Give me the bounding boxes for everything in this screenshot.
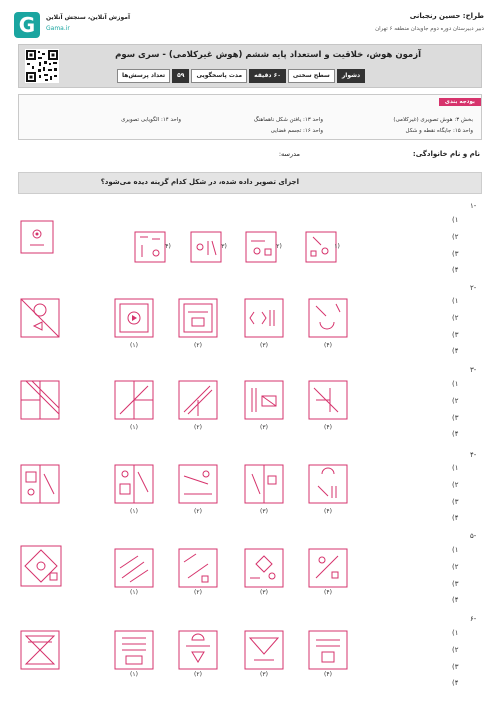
- answer-figure-2[interactable]: [244, 380, 284, 420]
- budget-item-unit-13: واحد ۱۳: یافتن شکل ناهماهنگ: [253, 117, 323, 123]
- budget-item-unit-15: واحد ۱۵: جایگاه نقطه و شکل: [405, 128, 473, 134]
- option-label[interactable]: ۲): [452, 481, 459, 489]
- option-label[interactable]: ۱): [452, 546, 459, 554]
- answer-caption: (۲): [194, 508, 202, 515]
- question-count-label: تعداد پرسش‌ها: [117, 69, 170, 83]
- question-figure: [20, 630, 60, 670]
- answer-caption: (۴): [324, 508, 332, 515]
- answer-figure-3[interactable]: [178, 380, 218, 420]
- question-number: -۵: [470, 532, 477, 540]
- designer-school: دبیر دبیرستان دوره دوم جاویدان منطقه ۶ تهران: [375, 26, 484, 32]
- answer-figure-1[interactable]: [308, 548, 348, 588]
- option-label[interactable]: ۳): [452, 663, 459, 671]
- option-label[interactable]: ۲): [452, 314, 459, 322]
- answer-figure-1[interactable]: [308, 380, 348, 420]
- answer-figure-1[interactable]: [308, 464, 348, 504]
- school-label[interactable]: مدرسه:: [278, 150, 300, 158]
- student-info-row: [18, 148, 480, 164]
- answer-caption: (۲): [194, 589, 202, 596]
- qr-code-icon: [25, 49, 59, 83]
- answer-caption: (۲): [194, 424, 202, 431]
- page-header: [14, 10, 484, 40]
- answer-caption: (۱: [334, 243, 340, 250]
- answer-caption: (۲: [276, 243, 282, 250]
- budget-item-section: بخش ۳: هوش تصویری (غیرکلامی): [393, 117, 473, 123]
- answer-figure-4[interactable]: [114, 298, 154, 338]
- answer-figure-4[interactable]: [114, 464, 154, 504]
- question-figure: [20, 380, 60, 420]
- option-label[interactable]: ۴): [452, 679, 459, 687]
- exam-title: آزمون هوش، خلاقیت و استعداد پایه ششم (هوش غیرکلامی) - سری سوم: [115, 50, 421, 60]
- answer-figure-3[interactable]: [178, 464, 218, 504]
- answer-caption: (۱): [130, 424, 138, 431]
- option-label[interactable]: ۱): [452, 380, 459, 388]
- answer-caption: (۳): [260, 342, 268, 349]
- option-label[interactable]: ۳): [452, 414, 459, 422]
- answer-caption: (۱): [130, 671, 138, 678]
- answer-caption: (۴): [324, 342, 332, 349]
- budget-item-unit-16: واحد ۱۶: تجسم فضایی: [270, 128, 323, 134]
- budget-item-unit-14: واحد ۱۴: الگویابی تصویری: [121, 117, 181, 123]
- answer-caption: (۴): [324, 424, 332, 431]
- option-label[interactable]: ۳): [452, 580, 459, 588]
- answer-figure-4[interactable]: [114, 630, 154, 670]
- answer-figure-2[interactable]: [244, 464, 284, 504]
- answer-figure-2[interactable]: [244, 298, 284, 338]
- question-number: -۶: [470, 615, 477, 623]
- question-number: -۳: [470, 366, 477, 374]
- answer-figure-3[interactable]: [178, 630, 218, 670]
- answer-caption: (۲): [194, 671, 202, 678]
- student-name-label[interactable]: نام و نام خانوادگی:: [412, 150, 480, 158]
- answer-caption: (۳: [221, 243, 227, 250]
- question-number: -۴: [470, 451, 477, 459]
- answer-figure-2[interactable]: [244, 548, 284, 588]
- question-number: -۲: [470, 284, 477, 292]
- option-label[interactable]: ۱): [452, 216, 459, 224]
- difficulty-label: سطح سختی: [288, 69, 335, 83]
- option-label[interactable]: ۱): [452, 629, 459, 637]
- option-label[interactable]: ۴): [452, 347, 459, 355]
- answer-caption: (۱): [130, 342, 138, 349]
- difficulty-value: دشوار: [337, 69, 365, 83]
- answer-figure-4[interactable]: [114, 380, 154, 420]
- question-figure: [20, 464, 60, 504]
- answer-figure-4[interactable]: [114, 548, 154, 588]
- answer-caption: (۳): [260, 671, 268, 678]
- option-label[interactable]: ۲): [452, 397, 459, 405]
- brand-name: آموزش آنلاین، سنجش آنلاین: [46, 14, 131, 21]
- brand[interactable]: [14, 12, 174, 40]
- answer-caption: (۳): [260, 508, 268, 515]
- budget-tag: بودجه بندی: [439, 98, 481, 106]
- answer-figure-3[interactable]: [178, 298, 218, 338]
- question-figure: [20, 220, 54, 254]
- answer-caption: (۴): [324, 589, 332, 596]
- answer-figure-3[interactable]: [178, 548, 218, 588]
- option-label[interactable]: ۳): [452, 331, 459, 339]
- answer-caption: (۲): [194, 342, 202, 349]
- designer-name: طراح: حسین رنجبانی: [409, 12, 484, 20]
- brand-url[interactable]: Gama.ir: [46, 25, 70, 32]
- option-label[interactable]: ۴): [452, 596, 459, 604]
- duration-value: ۶۰ دقیقه: [249, 69, 286, 83]
- question-figure: [20, 298, 60, 338]
- answer-figure-2[interactable]: [244, 630, 284, 670]
- option-label[interactable]: ۳): [452, 498, 459, 506]
- option-label[interactable]: ۲): [452, 233, 459, 241]
- option-label[interactable]: ۴): [452, 514, 459, 522]
- exam-title-box: [18, 44, 482, 88]
- option-label[interactable]: ۱): [452, 297, 459, 305]
- question-figure: [20, 545, 62, 587]
- answer-figure-1[interactable]: [308, 298, 348, 338]
- option-label[interactable]: ۱): [452, 464, 459, 472]
- option-label[interactable]: ۳): [452, 250, 459, 258]
- answer-caption: (۳): [260, 424, 268, 431]
- instruction-bar: [18, 172, 482, 194]
- duration-label: مدت پاسخگویی: [191, 69, 247, 83]
- answer-figure-1[interactable]: [308, 630, 348, 670]
- gama-logo-icon: G: [14, 12, 40, 38]
- answer-caption: (۱): [130, 508, 138, 515]
- answer-caption: (۴): [324, 671, 332, 678]
- instruction-text: اجزای تصویر داده شده، در شکل کدام گزینه دیده می‌شود؟: [100, 178, 299, 186]
- option-label[interactable]: ۲): [452, 646, 459, 654]
- exam-meta-row: [117, 69, 365, 83]
- answer-caption: (۳): [260, 589, 268, 596]
- option-label[interactable]: ۴): [452, 266, 459, 274]
- question-count-value: ۵۹: [172, 69, 189, 83]
- answer-caption: (۴: [165, 243, 171, 250]
- question-number: -۱: [470, 202, 477, 210]
- answer-caption: (۱): [130, 589, 138, 596]
- budget-box: [18, 94, 482, 140]
- option-label[interactable]: ۲): [452, 563, 459, 571]
- option-label[interactable]: ۴): [452, 430, 459, 438]
